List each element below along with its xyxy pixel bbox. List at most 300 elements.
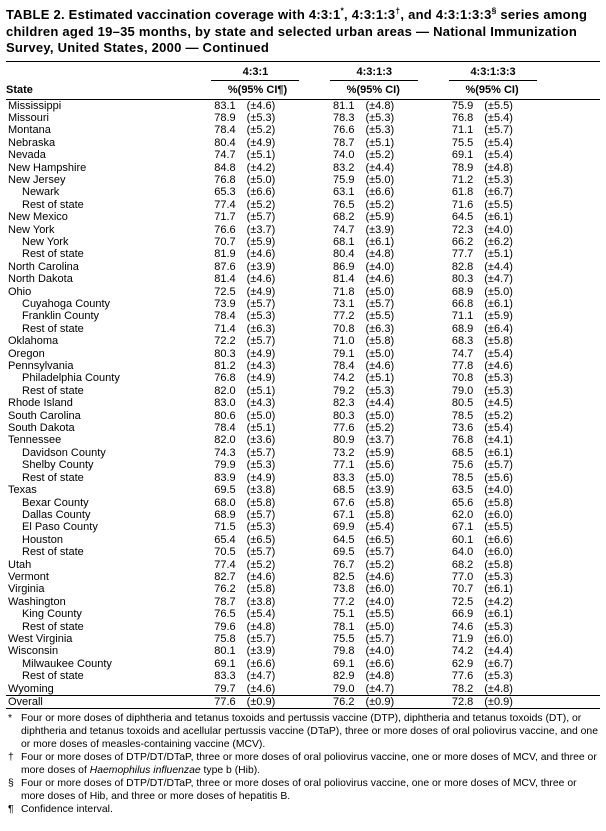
row-spacer (552, 372, 600, 384)
table-row (6, 521, 600, 533)
row-spacer (552, 99, 600, 112)
group-label-431: 4:3:1 (211, 66, 299, 81)
percent-value: 77.6 (451, 670, 474, 683)
ci-value: (±5.3) (484, 570, 513, 583)
ci-value: (±5.1) (246, 422, 276, 435)
state-name: Oklahoma (8, 335, 59, 348)
ci-value: (±6.0) (365, 583, 395, 596)
footnote-plain-text: type b (Hib). (200, 765, 261, 777)
percent-value: 76.8 (214, 173, 236, 186)
ci-value: (±4.6) (246, 248, 276, 261)
ci-value: (±5.2) (365, 422, 395, 435)
row-spacer (552, 124, 600, 136)
percent-value: 69.9 (333, 521, 355, 534)
table-row (6, 323, 600, 335)
ci-value: (±0.9) (356, 696, 433, 709)
row-spacer (552, 137, 600, 149)
percent-value: 72.2 (214, 335, 236, 348)
ci-value: (±4.4) (365, 161, 395, 174)
table-row (6, 621, 600, 633)
ci-value: (±6.1) (484, 211, 513, 224)
percent-value: 74.7 (451, 347, 474, 360)
area-name: Houston (22, 533, 63, 546)
ci-value: (±3.8) (246, 595, 276, 608)
percent-value: 71.1 (451, 124, 474, 137)
percent-value: 76.6 (333, 124, 355, 137)
group-header-43133 (434, 61, 553, 81)
table-row (6, 174, 600, 186)
ci-value: (±5.0) (246, 173, 276, 186)
percent-value: 65.4 (214, 533, 236, 546)
row-spacer (552, 286, 600, 298)
state-name: Montana (8, 124, 51, 137)
state-name: North Carolina (8, 260, 79, 273)
percent-value: 64.5 (451, 211, 474, 224)
ci-value: (±5.3) (484, 384, 513, 397)
percent-value: 68.0 (214, 496, 236, 509)
ci-value: (±6.6) (246, 186, 276, 199)
vaccination-coverage-table (6, 61, 600, 710)
ci-value: (±4.6) (484, 360, 513, 373)
row-spacer (552, 534, 600, 546)
percent-value: 84.8 (214, 161, 236, 174)
percent-value: 80.1 (214, 645, 236, 658)
ci-value: (±3.8) (246, 484, 276, 497)
ci-value: (±6.1) (484, 608, 513, 621)
table-row (6, 162, 600, 174)
table-row (6, 546, 600, 558)
percent-value: 64.0 (451, 546, 474, 559)
percent-value: 87.6 (214, 260, 236, 273)
table-row (6, 509, 600, 521)
row-spacer (552, 236, 600, 248)
ci-value: (±4.4) (484, 645, 513, 658)
ci-value: (±6.6) (246, 657, 276, 670)
percent-value: 78.4 (333, 360, 355, 373)
percent-value: 63.5 (451, 484, 474, 497)
table-row (6, 484, 600, 496)
row-spacer (552, 658, 600, 670)
area-name: Rest of state (22, 670, 84, 683)
percent-value: 68.9 (451, 322, 474, 335)
footnote-marker: ¶ (8, 803, 14, 815)
column-header-row (6, 81, 600, 100)
ci-value: (±6.1) (365, 235, 395, 248)
table-row (6, 633, 600, 645)
table-row (6, 310, 600, 322)
state-name: New York (8, 223, 55, 236)
table-row (6, 497, 600, 509)
percent-value: 63.1 (333, 186, 355, 199)
table-row (6, 410, 600, 422)
state-name: South Carolina (8, 409, 81, 422)
state-name: Nevada (8, 149, 46, 162)
percent-value: 74.2 (451, 645, 474, 658)
table-row (6, 224, 600, 236)
title-text: , and 4:3:1:3:3 (400, 7, 492, 22)
row-spacer (552, 162, 600, 174)
percent-value: 80.3 (333, 409, 355, 422)
percent-value: 79.9 (214, 459, 236, 472)
ci-value: (±5.3) (484, 173, 513, 186)
row-spacer (552, 261, 600, 273)
ci-value: (±5.1) (484, 248, 513, 261)
percent-value: 71.8 (333, 285, 355, 298)
percent-value: 76.2 (315, 696, 357, 709)
ci-value: (±5.1) (246, 149, 276, 162)
ci-value: (±5.3) (365, 384, 395, 397)
area-name: Philadelphia County (22, 372, 120, 385)
ci-value: (±4.4) (365, 397, 395, 410)
state-name: Wisconsin (8, 645, 59, 658)
ci-value: (±4.6) (246, 99, 276, 112)
ci-value: (±4.3) (246, 397, 276, 410)
percent-value: 74.7 (214, 149, 236, 162)
area-name: Davidson County (22, 446, 106, 459)
row-spacer (552, 323, 600, 335)
percent-value: 82.7 (214, 570, 236, 583)
area-name: King County (22, 608, 82, 621)
ci-value: (±4.6) (246, 682, 276, 695)
area-name: Milwaukee County (22, 657, 112, 670)
group-header-431 (196, 61, 315, 81)
percent-value: 78.9 (214, 111, 236, 124)
percent-value: 71.1 (451, 310, 474, 323)
right-margin-spacer (552, 81, 600, 100)
percent-value: 68.3 (451, 335, 474, 348)
table-row (6, 472, 600, 484)
ci-header-3: (95% CI) (475, 81, 552, 100)
percent-value: 77.1 (333, 459, 355, 472)
ci-value: (±5.4) (246, 608, 276, 621)
row-spacer (552, 348, 600, 360)
ci-value: (±5.1) (365, 136, 395, 149)
percent-value: 73.6 (451, 422, 474, 435)
footnote-text (21, 752, 597, 776)
percent-value: 78.5 (451, 471, 474, 484)
footnote-plain-text: Confidence interval. (21, 803, 113, 815)
percent-value: 80.4 (333, 248, 355, 261)
ci-value: (±5.5) (365, 608, 395, 621)
row-spacer (552, 459, 600, 471)
ci-value: (±4.6) (365, 570, 395, 583)
state-name: Mississippi (8, 99, 62, 112)
ci-value: (±5.7) (484, 459, 513, 472)
ci-value: (±4.2) (246, 161, 276, 174)
ci-value: (±4.6) (365, 360, 395, 373)
area-name: Rest of state (22, 546, 84, 559)
percent-value: 78.5 (451, 409, 474, 422)
table-row (6, 199, 600, 211)
ci-value: (±5.0) (484, 285, 513, 298)
area-name: Rest of state (22, 322, 84, 335)
percent-value: 82.5 (333, 570, 355, 583)
percent-value: 74.6 (451, 620, 474, 633)
row-spacer (552, 509, 600, 521)
table-row (6, 236, 600, 248)
ci-value: (±3.9) (246, 645, 276, 658)
footnote-text (21, 778, 577, 802)
ci-value: (±6.1) (484, 298, 513, 310)
footnote-plain-text: Four or more doses of DTP/DT/DTaP, three or more doses of oral poliovirus vaccine, one or more doses of MCV, and three or more doses of (21, 752, 597, 777)
percent-value: 67.1 (333, 508, 355, 521)
area-name: Newark (22, 186, 60, 199)
row-spacer (552, 596, 600, 608)
table-row (6, 459, 600, 471)
area-name: Rest of state (22, 384, 84, 397)
ci-value: (±5.8) (365, 508, 395, 521)
state-name: New Hampshire (8, 161, 87, 174)
ci-value: (±5.3) (246, 111, 276, 124)
percent-value: 71.7 (214, 211, 236, 224)
state-name: Utah (8, 558, 32, 571)
percent-value: 75.1 (333, 608, 355, 621)
ci-value: (±5.0) (365, 471, 395, 484)
percent-value: 75.9 (333, 173, 355, 186)
state-name: New Jersey (8, 173, 66, 186)
area-name: Franklin County (22, 310, 100, 323)
percent-value: 73.8 (333, 583, 355, 596)
ci-value: (±5.7) (365, 298, 395, 310)
percent-value: 69.5 (214, 484, 236, 497)
group-header-4313 (315, 61, 434, 81)
percent-value: 72.8 (434, 696, 476, 709)
row-spacer (552, 422, 600, 434)
ci-value: (±5.2) (246, 198, 276, 211)
ci-value: (±0.9) (475, 696, 552, 709)
percent-value: 81.2 (214, 360, 236, 373)
percent-value: 68.9 (214, 508, 236, 521)
percent-value: 76.8 (451, 434, 474, 447)
table-row (6, 534, 600, 546)
percent-value: 76.5 (333, 198, 355, 211)
percent-value: 82.0 (214, 434, 236, 447)
percent-value: 83.2 (333, 161, 355, 174)
state-name: Oregon (8, 347, 45, 360)
ci-value: (±4.0) (365, 645, 395, 658)
percent-value: 82.8 (451, 260, 474, 273)
row-spacer (552, 434, 600, 446)
percent-value: 71.2 (451, 173, 474, 186)
ci-value: (±5.8) (246, 496, 276, 509)
state-name: Virginia (8, 583, 45, 596)
ci-value: (±5.5) (365, 310, 395, 323)
row-spacer (552, 211, 600, 223)
ci-value: (±4.9) (246, 347, 276, 360)
ci-value: (±4.8) (365, 670, 395, 683)
ci-value: (±6.5) (246, 533, 276, 546)
ci-value: (±5.5) (484, 198, 513, 211)
state-name: Pennsylvania (8, 360, 74, 373)
ci-value: (±4.0) (484, 484, 513, 497)
percent-value: 70.8 (451, 372, 474, 385)
row-spacer (552, 397, 600, 409)
row-spacer (552, 410, 600, 422)
ci-value: (±5.6) (365, 459, 395, 472)
ci-value: (±3.6) (246, 434, 276, 447)
table-row (6, 261, 600, 273)
state-col-spacer (6, 61, 196, 81)
table-row (6, 348, 600, 360)
row-spacer (552, 608, 600, 620)
percent-value: 78.9 (451, 161, 474, 174)
area-name: Shelby County (22, 459, 94, 472)
ci-value: (±5.7) (365, 632, 395, 645)
table-row (6, 683, 600, 696)
percent-value: 79.7 (214, 682, 236, 695)
ci-value: (±4.8) (484, 161, 513, 174)
percent-value: 78.4 (214, 124, 236, 137)
area-name: Dallas County (22, 508, 91, 521)
percent-value: 77.2 (333, 310, 355, 323)
row-spacer (552, 360, 600, 372)
ci-value: (±6.6) (365, 657, 395, 670)
percent-value: 71.0 (333, 335, 355, 348)
percent-value: 79.6 (214, 620, 236, 633)
ci-value: (±5.2) (365, 198, 395, 211)
row-spacer (552, 472, 600, 484)
ci-value: (±5.0) (365, 173, 395, 186)
ci-value: (±3.9) (365, 223, 395, 236)
percent-value: 73.1 (333, 298, 355, 310)
row-spacer (552, 645, 600, 657)
ci-value: (±4.5) (484, 397, 513, 410)
row-spacer (552, 497, 600, 509)
group-header-row (6, 61, 600, 81)
percent-value: 76.8 (214, 372, 236, 385)
percent-value: 60.1 (451, 533, 474, 546)
footnote-marker: § (8, 777, 14, 789)
ci-value: (±4.7) (484, 273, 513, 286)
state-name: Washington (8, 595, 66, 608)
ci-value: (±4.1) (484, 434, 513, 447)
row-spacer (552, 447, 600, 459)
ci-value: (±4.0) (365, 260, 395, 273)
row-spacer (552, 559, 600, 571)
ci-value: (±4.8) (365, 248, 395, 261)
row-spacer (552, 696, 600, 709)
footnote-text (21, 804, 113, 815)
footnote-plain-text: Four or more doses of diphtheria and tetanus toxoids and pertussis vaccine (DTP), diphtheria and tetanus toxoids (DT), or diphtheria and tetanus toxoids and acellular pertussis vaccine (DTaP), three or more doses of oral poliovirus vaccine, and one or more doses of measles-containing vaccine (MCV). (21, 713, 598, 751)
row-spacer (552, 298, 600, 310)
row-spacer (552, 248, 600, 260)
ci-value: (±4.8) (246, 620, 276, 633)
percent-value: 67.6 (333, 496, 355, 509)
percent-value: 69.1 (451, 149, 474, 162)
percent-value: 70.7 (451, 583, 474, 596)
percent-value: 62.9 (451, 657, 474, 670)
table-row (6, 434, 600, 446)
percent-value: 68.1 (333, 235, 355, 248)
ci-value: (±0.9) (238, 696, 315, 709)
percent-value: 81.1 (333, 99, 355, 112)
table-row (6, 658, 600, 670)
ci-value: (±6.5) (365, 533, 395, 546)
percent-value: 66.2 (451, 235, 474, 248)
table-row (6, 248, 600, 260)
percent-value: 82.9 (333, 670, 355, 683)
state-name: South Dakota (8, 422, 75, 435)
percent-value: 79.0 (451, 384, 474, 397)
ci-value: (±5.3) (246, 310, 276, 323)
table-title (6, 7, 600, 57)
table-row (6, 571, 600, 583)
percent-value: 66.8 (451, 298, 474, 310)
percent-value: 80.9 (333, 434, 355, 447)
ci-value: (±5.1) (246, 384, 276, 397)
percent-value: 78.4 (214, 310, 236, 323)
ci-value: (±5.8) (484, 558, 513, 571)
footnote-plain-text: Four or more doses of DTP/DT/DTaP, three or more doses of oral poliovirus vaccine, one or more doses of MCV, three or more doses of Hib, and three or more doses of hepatitis B. (21, 777, 577, 802)
percent-value: 80.4 (214, 136, 236, 149)
table-row (6, 124, 600, 136)
table-row (6, 360, 600, 372)
state-name: Wyoming (8, 682, 54, 695)
ci-value: (±6.6) (484, 533, 513, 546)
pct-header-1: % (196, 81, 238, 100)
table-row (6, 286, 600, 298)
table-row (6, 596, 600, 608)
ci-value: (±6.0) (484, 632, 513, 645)
row-spacer (552, 484, 600, 496)
row-spacer (552, 112, 600, 124)
table-row (6, 211, 600, 223)
row-spacer (552, 621, 600, 633)
percent-value: 76.5 (214, 608, 236, 621)
ci-value: (±6.2) (484, 235, 513, 248)
percent-value: 71.6 (451, 198, 474, 211)
percent-value: 79.0 (333, 682, 355, 695)
ci-value: (±6.1) (484, 446, 513, 459)
ci-value: (±5.9) (484, 310, 513, 323)
ci-value: (±4.7) (246, 670, 276, 683)
ci-value: (±5.3) (484, 620, 513, 633)
percent-value: 76.6 (214, 223, 236, 236)
percent-value: 72.3 (451, 223, 474, 236)
percent-value: 77.6 (196, 696, 238, 709)
area-name: Rest of state (22, 198, 84, 211)
table-row (6, 559, 600, 571)
ci-value: (±5.4) (484, 149, 513, 162)
table-row (6, 645, 600, 657)
ci-value: (±4.2) (484, 595, 513, 608)
title-text: series among children aged 19–35 months, by state and selected urban areas — National Immunization Survey, United States, 2000 — Continued (6, 7, 588, 55)
percent-value: 68.9 (451, 285, 474, 298)
state-name: Tennessee (8, 434, 62, 447)
percent-value: 77.4 (214, 198, 236, 211)
ci-value: (±4.9) (246, 285, 276, 298)
ci-value: (±5.2) (484, 409, 513, 422)
table-row (6, 298, 600, 310)
percent-value: 74.7 (333, 223, 355, 236)
area-name: Rest of state (22, 471, 84, 484)
ci-value: (±5.6) (484, 471, 513, 484)
percent-value: 77.7 (451, 248, 474, 261)
percent-value: 83.1 (214, 99, 236, 112)
row-spacer (552, 186, 600, 198)
ci-value: (±5.0) (365, 620, 395, 633)
percent-value: 74.2 (333, 372, 355, 385)
row-spacer (552, 174, 600, 186)
row-spacer (552, 335, 600, 347)
row-spacer (552, 546, 600, 558)
ci-value: (±4.8) (365, 99, 395, 112)
percent-value: 69.1 (333, 657, 355, 670)
ci-value: (±5.2) (246, 558, 276, 571)
ci-value: (±4.6) (365, 273, 395, 286)
row-spacer (552, 149, 600, 161)
ci-value: (±5.4) (484, 136, 513, 149)
